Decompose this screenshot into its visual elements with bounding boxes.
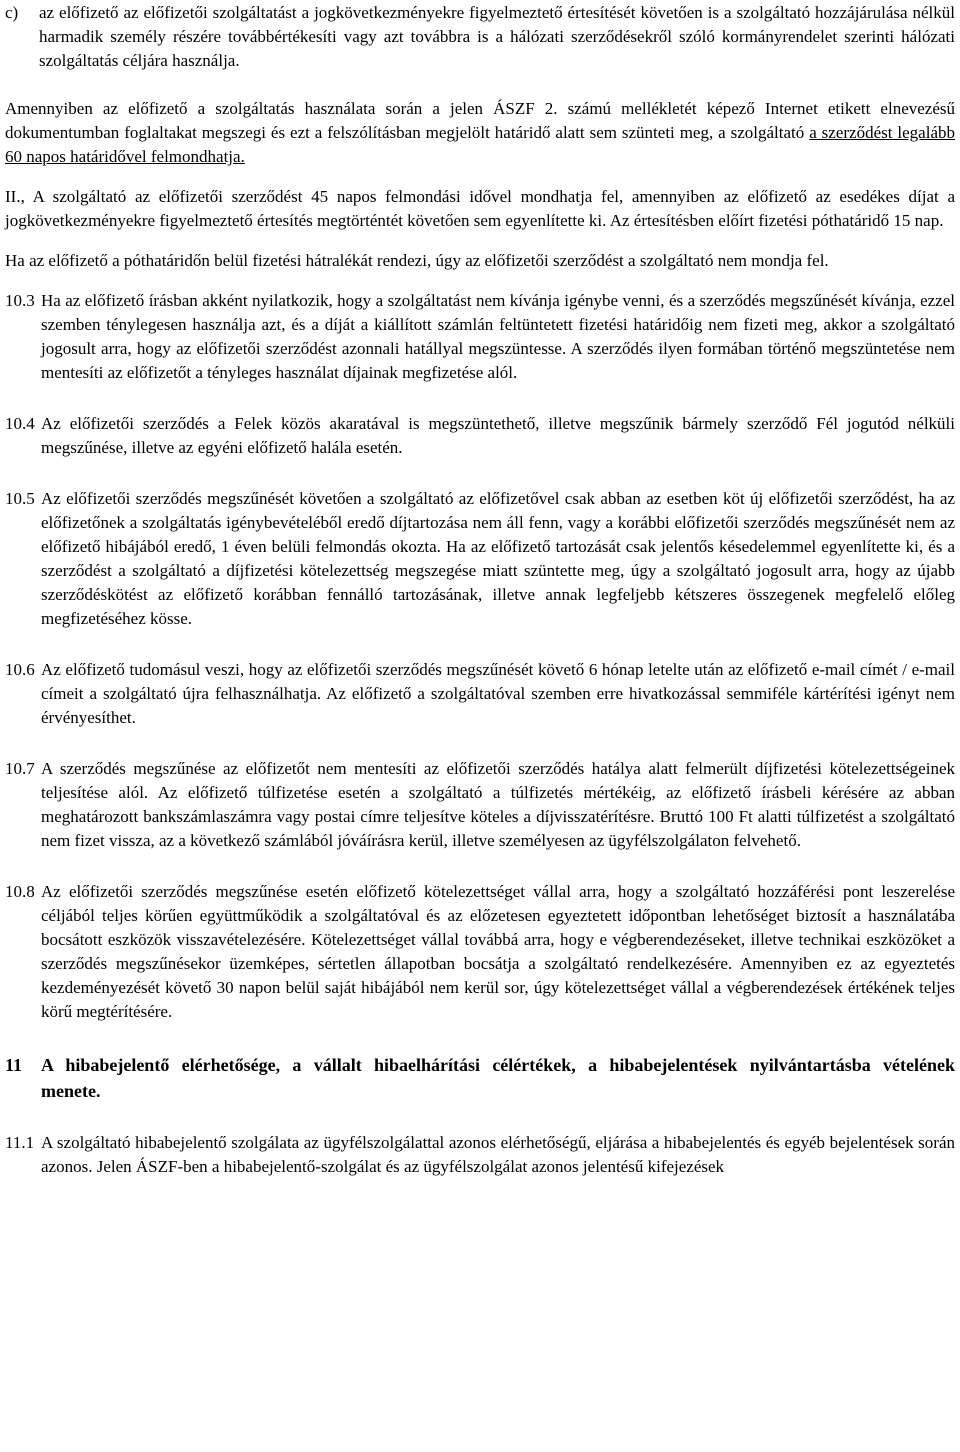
item-number: 10.7 <box>5 759 35 778</box>
paragraph-ii: II., A szolgáltató az előfizetői szerződést 45 napos felmondási idővel mondhatja fel, amennyiben az előfizető az esedékes díjat a jogkövetkezményekre figyelmeztető értesítés megtörténtét követően sem egyenlítette ki. Az értesítésben előírt fizetési póthatáridő 15 nap. <box>5 187 955 230</box>
numbered-item-10-8 <box>5 880 955 1024</box>
section-heading-11 <box>5 1052 955 1104</box>
list-marker: c) <box>5 3 19 22</box>
item-number: 10.4 <box>5 414 35 433</box>
paragraph-text: Amennyiben az előfizető a szolgáltatás használata során a jelen ÁSZF 2. számú mellékletét képező Internet etikett elnevezésű dokumentumban foglaltakat megszegi és ezt a felszólításban megjelölt határidő alatt sem szünteti meg, a szolgáltató <box>5 99 955 142</box>
numbered-item-10-5 <box>5 487 955 631</box>
item-text: Az előfizetői szerződés a Felek közös akaratával is megszüntethető, illetve megszűnik bármely szerződő Fél jogutód nélküli megszűnése, illetve az egyéni előfizető halála esetén. <box>41 414 955 457</box>
numbered-item-11-1 <box>5 1131 955 1179</box>
numbered-item-10-6 <box>5 658 955 730</box>
section-title: A hibabejelentő elérhetősége, a vállalt hibaelhárítási célértékek, a hibabejelentések nyilvántartásba vételének menete. <box>41 1055 955 1101</box>
numbered-item-10-3 <box>5 289 955 385</box>
paragraph-amennyiben <box>5 97 955 169</box>
item-text: Az előfizetői szerződés megszűnése esetén előfizető kötelezettséget vállal arra, hogy a szolgáltató hozzáférési pont leszerelése céljából teljes körűen együttműködik a szolgáltatóval és az előzetesen egyeztetett időpontban lehetőséget biztosít a használatába bocsátott eszközök visszavételezésére. Kötelezettséget vállal továbbá arra, hogy e végberendezéseket, illetve technikai eszközöket a szerződés megszűnésekor üzemképes, sértetlen állapotban bocsátja a szolgáltató rendelkezésére. Amennyiben ez az egyeztetés kezdeményezését követő 30 napon belül saját hibájából nem kerül sor, úgy kötelezettséget vállal a végberendezések értékének teljes körű megtérítésére. <box>41 882 955 1021</box>
item-number: 10.5 <box>5 489 35 508</box>
item-number: 10.8 <box>5 882 35 901</box>
paragraph-ha: Ha az előfizető a póthatáridőn belül fizetési hátralékát rendezi, úgy az előfizetői szerződést a szolgáltató nem mondja fel. <box>5 251 829 270</box>
numbered-item-10-7 <box>5 757 955 853</box>
item-number: 11.1 <box>5 1133 35 1152</box>
item-number: 10.6 <box>5 660 35 679</box>
list-item-text: az előfizető az előfizetői szolgáltatást a jogkövetkezményekre figyelmeztető értesítését követően is a szolgáltató hozzájárulása nélkül harmadik személy részére továbbértékesíti vagy azt továbbra is a hálózati szerződésekről szóló kormányrendelet szerinti hálózati szolgáltatás céljára használja. <box>39 3 955 70</box>
list-item-c <box>5 1 955 73</box>
item-text: Az előfizetői szerződés megszűnését követően a szolgáltató az előfizetővel csak abban az esetben köt új előfizetői szerződést, ha az előfizetőnek a szolgáltatás igénybevételéből eredő díjtartozása nem áll fenn, vagy a korábbi előfizetői szerződés megszűnését nem az előfizető hibájából eredő, 1 éven belüli felmondás okozta. Ha az előfizető tartozását csak jelentős késedelemmel egyenlítette ki, és a szerződést a szolgáltató a díjfizetési kötelezettség megszegése miatt szüntette meg, úgy a szolgáltató jogosult arra, hogy az újabb szerződéskötést az előfizető korábban fennálló tartozásának, illetve annak legfeljebb kétszeres összegenek megfelelő előleg megfizetéséhez kösse. <box>41 489 955 628</box>
item-text: Ha az előfizető írásban akként nyilatkozik, hogy a szolgáltatást nem kívánja igénybe venni, és a szerződés megszűnését kívánja, ezzel szemben ténylegesen használja azt, és a díját a kiállított számlán feltüntetett fizetési határidőig nem fizeti meg, akkor a szolgáltató jogosult arra, hogy az előfizetői szerződést azonnali hatállyal megszüntesse. A szerződés ilyen formában történő megszüntetése nem mentesíti az előfizetőt a tényleges használat díjainak megfizetése alól. <box>41 291 955 382</box>
item-text: A szerződés megszűnése az előfizetőt nem mentesíti az előfizetői szerződés hatálya alatt felmerült díjfizetési kötelezettségeinek teljesítése alól. Az előfizető túlfizetése esetén a szolgáltató a túlfizetés mértékéig, az előfizető írásbeli kérésére az abban meghatározott bankszámlaszámra vagy postai címre teljesítve köteles a díjvisszatérítésre. Bruttó 100 Ft alatti túlfizetést a szolgáltató nem fizet vissza, az a következő számlából jóváírásra kerül, illetve személyesen az ügyfélszolgálaton felvehető. <box>41 759 955 850</box>
underlined-text: a szerződést legalább 60 napos határidővel felmondhatja. <box>5 123 955 166</box>
section-number: 11 <box>5 1055 23 1075</box>
numbered-item-10-4 <box>5 412 955 460</box>
item-text: A szolgáltató hibabejelentő szolgálata az ügyfélszolgálattal azonos elérhetőségű, eljárása a hibabejelentés és egyéb bejelentések során azonos. Jelen ÁSZF-ben a hibabejelentő-szolgálat és az ügyfélszolgálat azonos jelentésű kifejezések <box>41 1133 955 1176</box>
item-text: Az előfizető tudomásul veszi, hogy az előfizetői szerződés megszűnését követő 6 hónap letelte után az előfizető e-mail címét / e-mail címeit a szolgáltató újra felhasználhatja. Az előfizető a szolgáltatóval szemben erre hivatkozással semmiféle kártérítési igényt nem érvényesíthet. <box>41 660 955 727</box>
item-number: 10.3 <box>5 291 35 310</box>
